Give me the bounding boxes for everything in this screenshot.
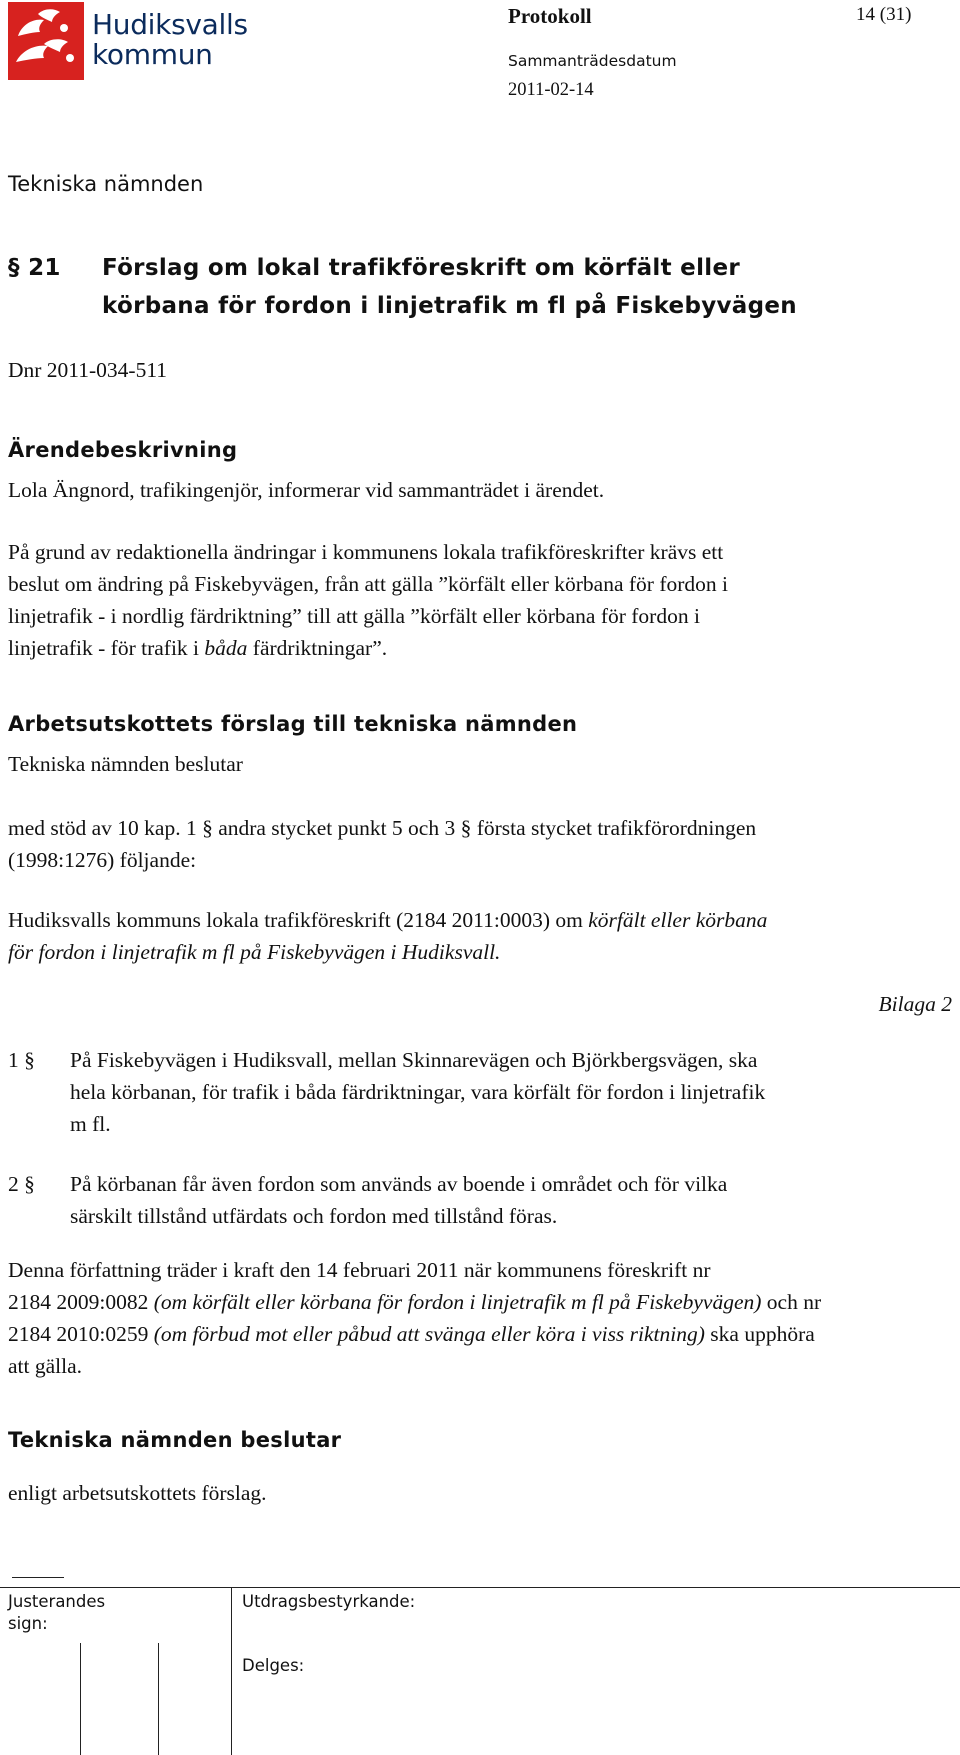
- au-regulation: [8, 904, 958, 968]
- arende-line-2: beslut om ändring på Fiskebyvägen, från att gälla ”körfält eller körbana för fordon i: [8, 572, 729, 596]
- arende-line-4-emphasis: båda: [204, 636, 248, 660]
- au-regulation-line-1: [8, 904, 958, 936]
- rule-line: hela körbanan, för trafik i båda färdriktningar, vara körfält för fordon i linjetrafik: [70, 1080, 766, 1104]
- municipality-logo-text: [92, 10, 248, 70]
- rule-line: särskilt tillstånd utfärdats och fordon med tillstånd föras.: [70, 1204, 558, 1228]
- diary-number: Dnr 2011-034-511: [8, 358, 168, 382]
- logo-line-2: kommun: [92, 38, 213, 71]
- decision-heading: Tekniska nämnden beslutar: [8, 1428, 342, 1452]
- section-number: § 21: [8, 255, 61, 281]
- rule-2: [8, 1168, 958, 1232]
- au-regulation-line-2-emphasis: för fordon i linjetrafik m fl på Fiskebyvägen i Hudiksvall.: [8, 940, 501, 964]
- justerandes-label-line-1: Justerandes: [8, 1592, 106, 1611]
- effective-line-2-start: 2184 2009:0082: [8, 1290, 154, 1314]
- arende-line-4-end: färdriktningar”.: [247, 636, 388, 660]
- arende-line-1: På grund av redaktionella ändringar i kommunens lokala trafikföreskrifter krävs ett: [8, 540, 724, 564]
- utdrag-label: Utdragsbestyrkande:: [242, 1592, 416, 1611]
- logo-line-1: Hudiksvalls: [92, 8, 248, 41]
- au-heading: Arbetsutskottets förslag till tekniska nämnden: [8, 712, 578, 736]
- committee-name: Tekniska nämnden: [8, 172, 204, 196]
- rule-line: På Fiskebyvägen i Hudiksvall, mellan Skinnarevägen och Björkbergsvägen, ska: [70, 1048, 758, 1072]
- au-support-line-1: med stöd av 10 kap. 1 § andra stycket punkt 5 och 3 § första stycket trafikförordningen: [8, 816, 757, 840]
- document-type: Protokoll: [508, 4, 592, 28]
- arende-line-4: [8, 632, 958, 664]
- footer-short-rule: [12, 1577, 64, 1578]
- effective-line-3-emphasis: (om förbud mot eller påbud att svänga eller köra i viss riktning): [153, 1322, 705, 1346]
- au-decides: Tekniska nämnden beslutar: [8, 752, 243, 776]
- au-support: [8, 812, 958, 876]
- signature-cell-divider-1: [80, 1643, 81, 1755]
- attachment-label: Bilaga 2: [878, 992, 952, 1016]
- effective-line-2-emphasis: (om körfält eller körbana för fordon i linjetrafik m fl på Fiskebyvägen): [153, 1290, 762, 1314]
- municipality-logo-emblem: [8, 2, 84, 80]
- rule-1: [8, 1044, 958, 1140]
- footer-top-rule: [0, 1587, 960, 1588]
- page-number: 14 (31): [856, 4, 912, 25]
- au-regulation-line-1-emphasis: körfält eller körbana: [588, 908, 768, 932]
- rule-number: 1 §: [8, 1048, 35, 1072]
- arende-paragraph: [8, 536, 958, 664]
- signature-table: [0, 1565, 960, 1755]
- goat-emblem-icon: [8, 2, 84, 80]
- meeting-date-label: Sammanträdesdatum: [508, 52, 677, 70]
- rule-number: 2 §: [8, 1172, 35, 1196]
- signature-cell-divider-2: [158, 1643, 159, 1755]
- au-regulation-line-1-start: Hudiksvalls kommuns lokala trafikföreskrift (2184 2011:0003) om: [8, 908, 589, 932]
- effective-line-3-start: 2184 2010:0259: [8, 1322, 154, 1346]
- arende-line-3: linjetrafik - i nordlig färdriktning” till att gälla ”körfält eller körbana för fordon i: [8, 604, 700, 628]
- effective-line-3-end: ska upphöra: [704, 1322, 815, 1346]
- arende-intro: Lola Ängnord, trafikingenjör, informerar vid sammanträdet i ärendet.: [8, 478, 605, 502]
- justerandes-label-line-2: sign:: [8, 1614, 48, 1633]
- arende-line-4-start: linjetrafik - för trafik i: [8, 636, 205, 660]
- item-title-line-1: Förslag om lokal trafikföreskrift om körfält eller: [102, 255, 740, 281]
- meeting-date: 2011-02-14: [508, 80, 594, 100]
- justerandes-label: [8, 1591, 105, 1635]
- effective-line-2-end: och nr: [761, 1290, 822, 1314]
- effective-line-3: [8, 1318, 958, 1350]
- effective-paragraph: [8, 1254, 958, 1382]
- au-support-line-2: (1998:1276) följande:: [8, 848, 197, 872]
- effective-line-4: att gälla.: [8, 1354, 83, 1378]
- arende-heading: Ärendebeskrivning: [8, 438, 238, 462]
- decision-text: enligt arbetsutskottets förslag.: [8, 1481, 267, 1505]
- rule-line: På körbanan får även fordon som används av boende i området och för vilka: [70, 1172, 728, 1196]
- item-title-line-2: körbana för fordon i linjetrafik m fl på Fiskebyvägen: [102, 293, 797, 319]
- au-regulation-line-2: [8, 936, 958, 968]
- rule-line: m fl.: [70, 1112, 111, 1136]
- effective-line-2: [8, 1286, 958, 1318]
- footer-divider: [231, 1587, 232, 1755]
- effective-line-1: Denna författning träder i kraft den 14 februari 2011 när kommunens föreskrift nr: [8, 1258, 711, 1282]
- delges-label: Delges:: [242, 1656, 305, 1675]
